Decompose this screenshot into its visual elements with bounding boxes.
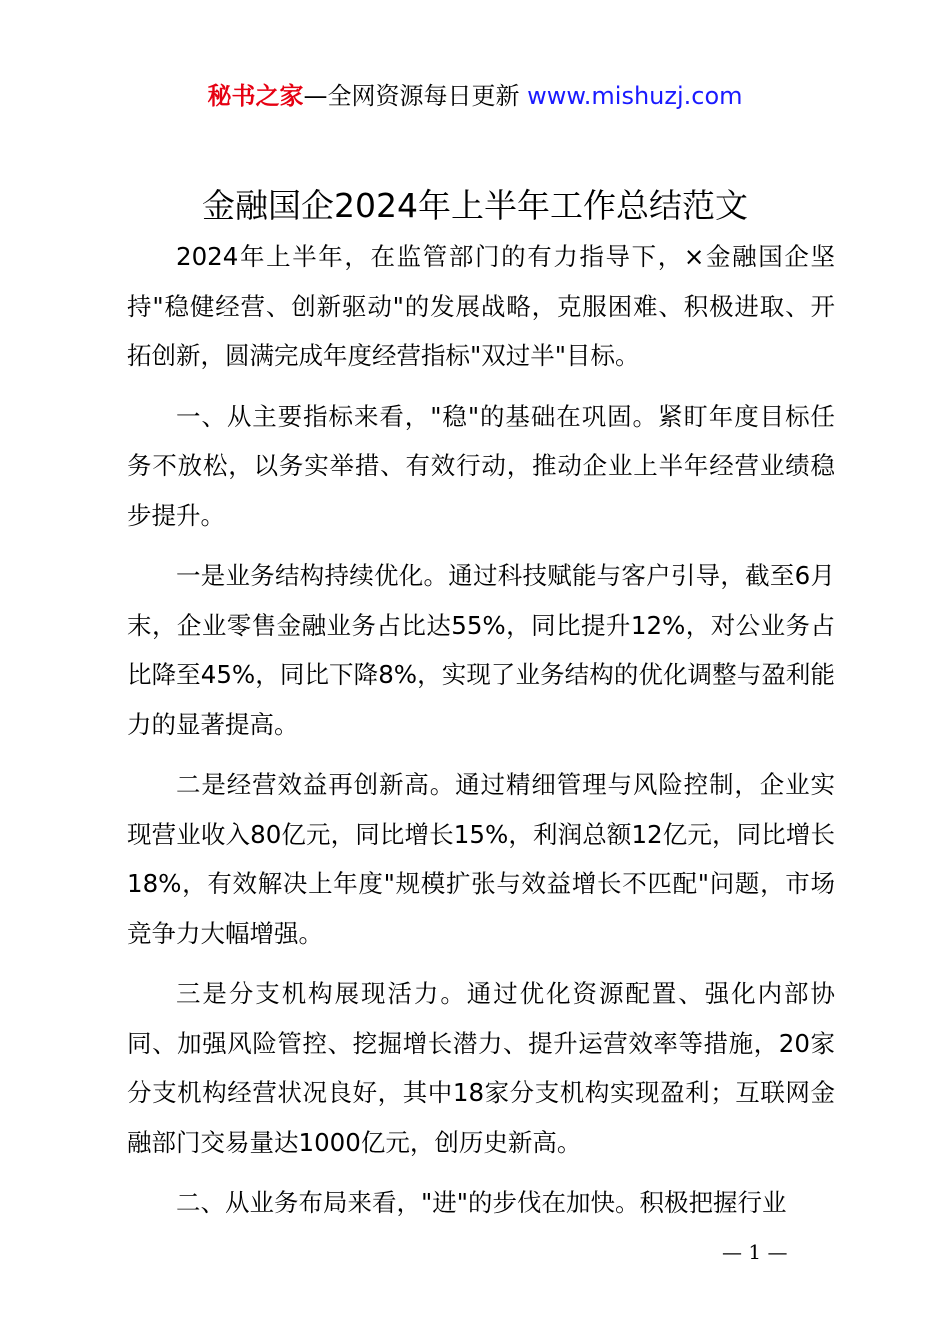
header-url-link[interactable]: www.mishuzj.com [527,82,743,110]
body-paragraph: 三是分支机构展现活力。通过优化资源配置、强化内部协同、加强风险管控、挖掘增长潜力、提升运营效率等措施，20家分支机构经营状况良好，其中18家分支机构实现盈利；互联网金融部门交易量达1000亿元，创历史新高。 [127,979,835,1157]
body-paragraph: 二是经营效益再创新高。通过精细管理与风险控制，企业实现营业收入80亿元，同比增长15%，利润总额12亿元，同比增长18%，有效解决上年度"规模扩张与效益增长不匹配"问题，市场竞争力大幅增强。 [127,770,835,948]
site-header [0,80,950,112]
body-paragraph: 一、从主要指标来看，"稳"的基础在巩固。紧盯年度目标任务不放松，以务实举措、有效行动，推动企业上半年经营业绩稳步提升。 [127,401,835,530]
header-brand: 秘书之家 [207,82,304,110]
page-number: — 1 — [722,1240,788,1264]
body-paragraph: 一是业务结构持续优化。通过科技赋能与客户引导，截至6月末，企业零售金融业务占比达55%，同比提升12%，对公业务占比降至45%，同比下降8%，实现了业务结构的优化调整与盈利能力的显著提高。 [127,561,835,739]
document-body [127,232,835,1239]
header-slogan: —全网资源每日更新 [303,82,520,110]
document-title: 金融国企2024年上半年工作总结范文 [202,186,748,225]
body-paragraph: 二、从业务布局来看，"进"的步伐在加快。积极把握行业 [176,1188,787,1217]
body-paragraph: 2024年上半年，在监管部门的有力指导下，×金融国企坚持"稳健经营、创新驱动"的发展战略，克服困难、积极进取、开拓创新，圆满完成年度经营指标"双过半"目标。 [127,242,835,370]
